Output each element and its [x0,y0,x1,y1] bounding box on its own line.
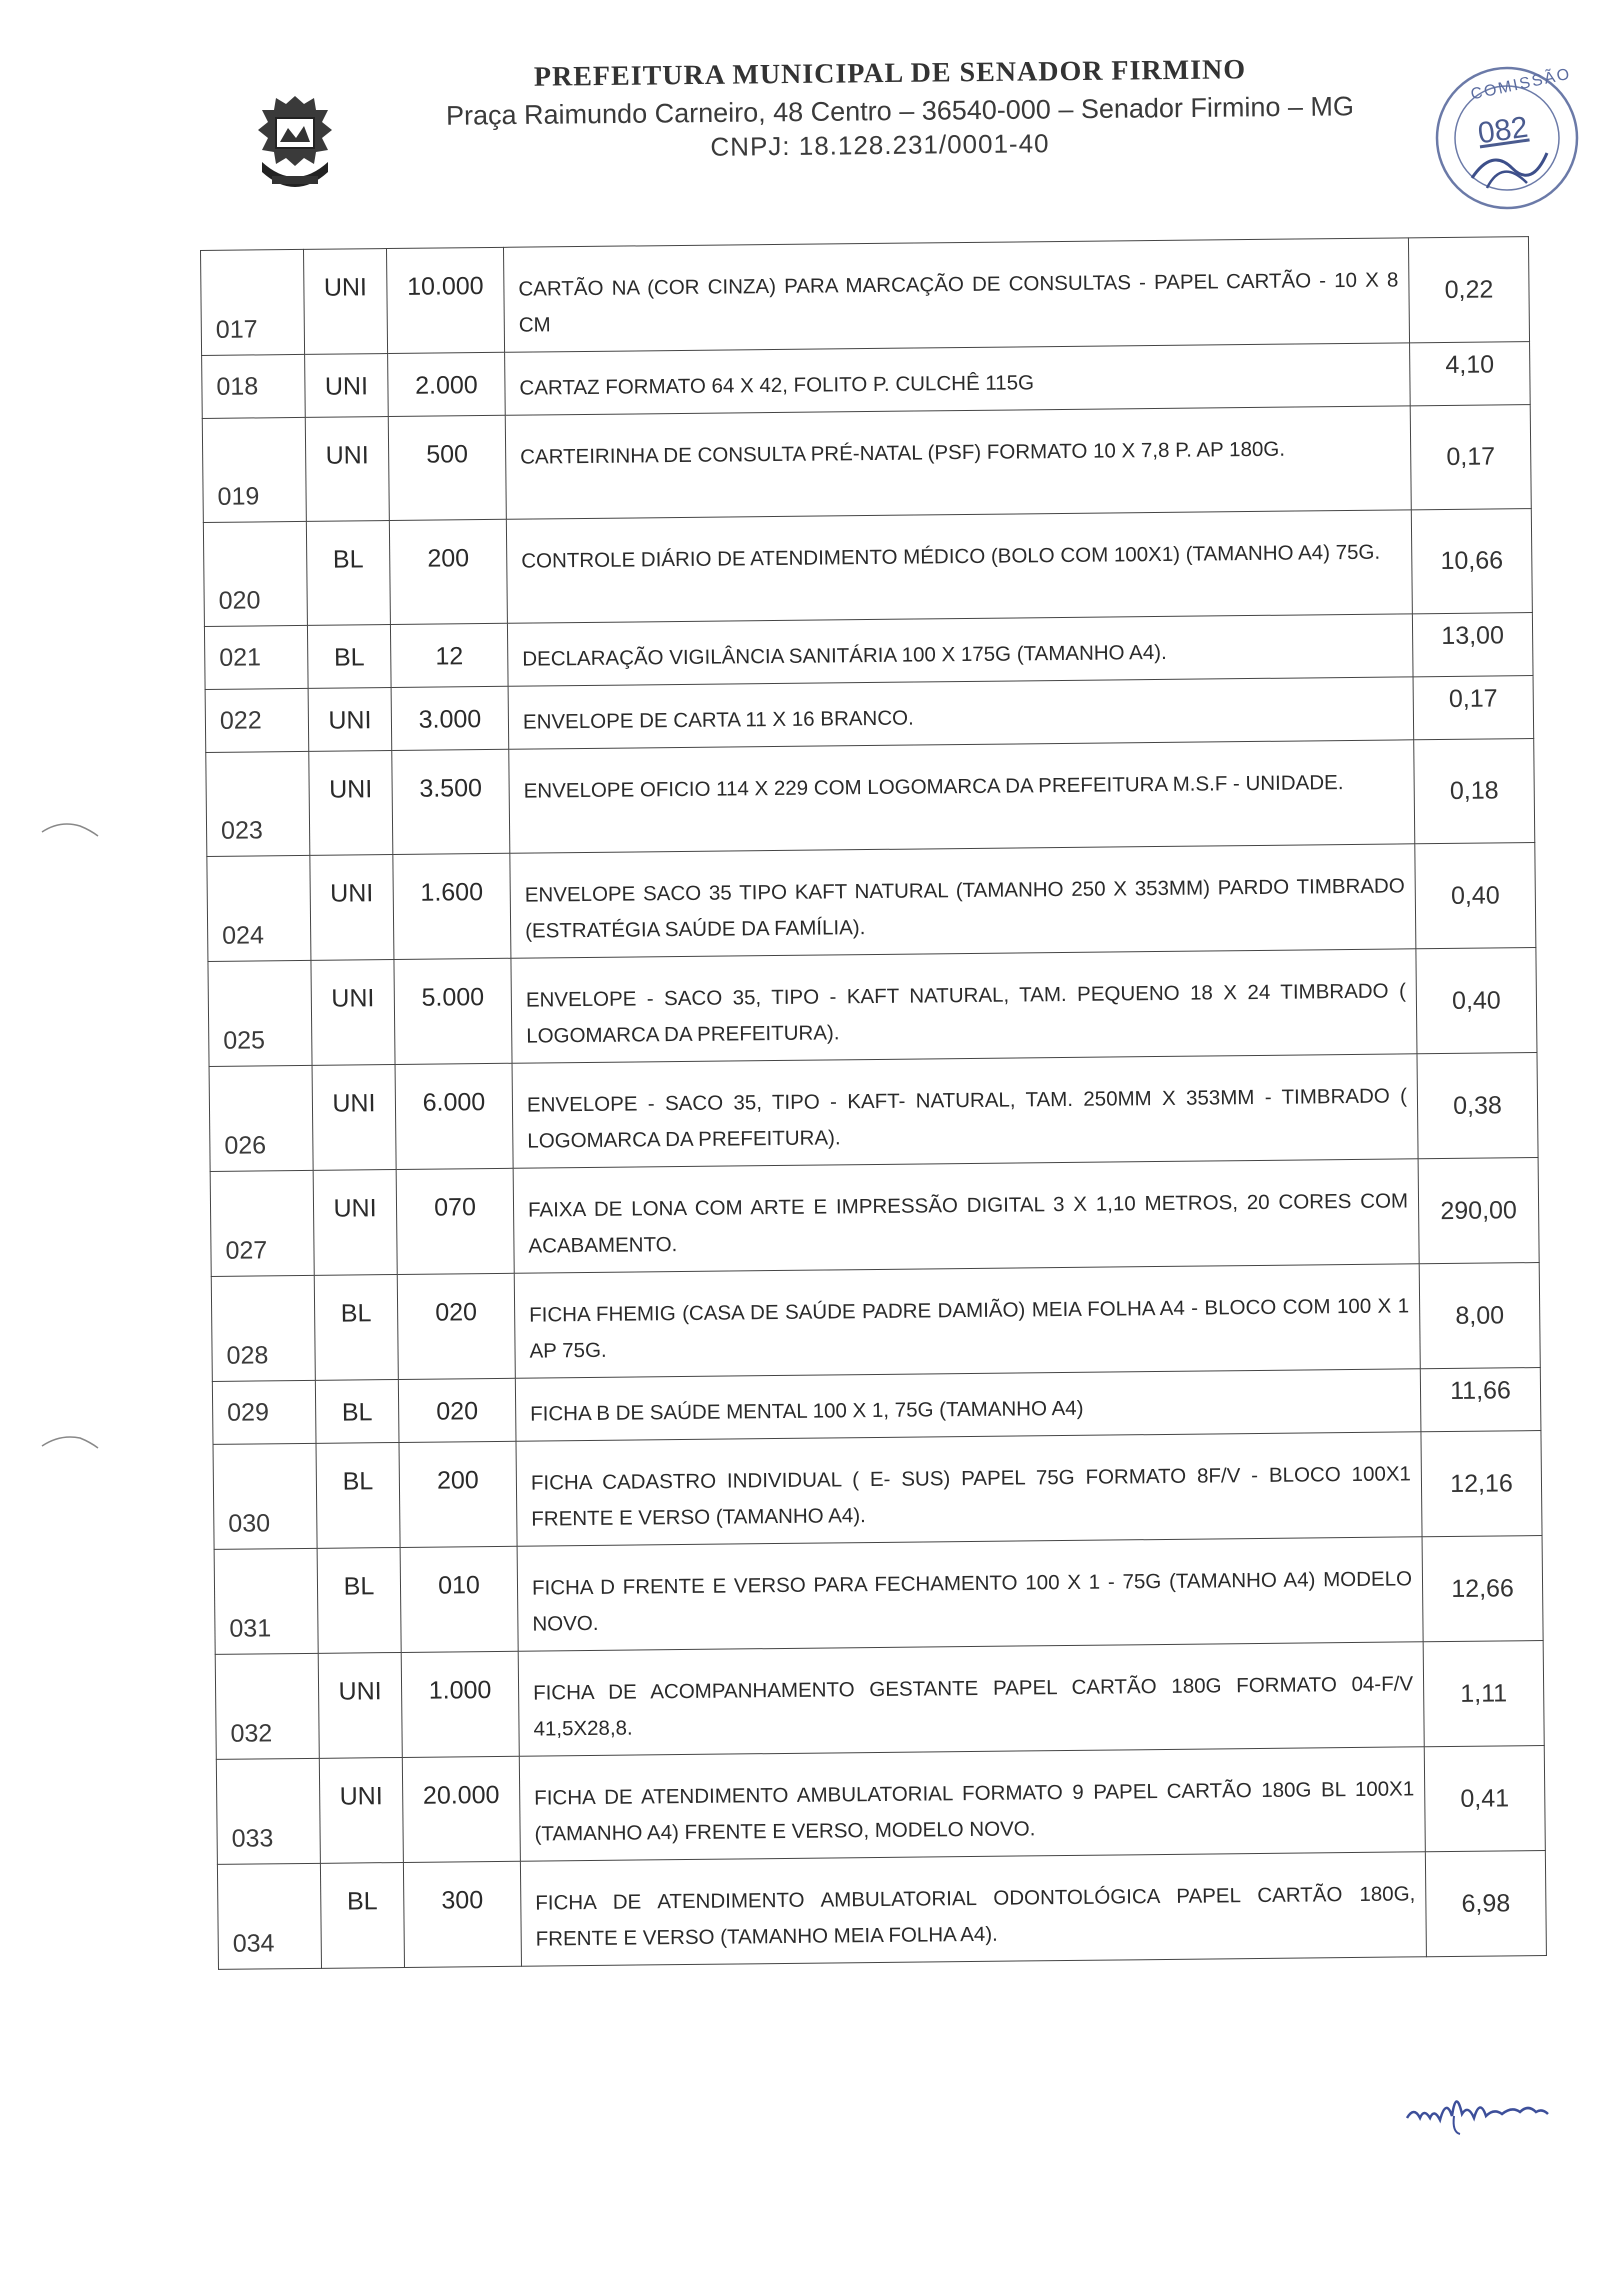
item-number: 022 [205,688,309,752]
item-unit-price: 13,00 [1412,613,1533,677]
item-unit-price: 0,38 [1417,1053,1538,1159]
item-number: 025 [208,960,312,1066]
item-description: FICHA B DE SAÚDE MENTAL 100 X 1, 75G (TAMANHO A4) [515,1369,1421,1441]
item-description: FICHA DE ACOMPANHAMENTO GESTANTE PAPEL CARTÃO 180G FORMATO 04-F/V 41,5X28,8. [518,1642,1424,1756]
item-number: 027 [210,1170,314,1276]
municipal-crest-icon [252,92,338,202]
item-unit: UNI [319,1757,403,1863]
item-number: 019 [202,417,306,522]
item-unit-price: 11,66 [1420,1368,1541,1432]
institution-title: PREFEITURA MUNICIPAL DE SENADOR FIRMINO [533,54,1247,93]
item-unit: BL [316,1442,400,1548]
items-table [200,236,1547,1970]
item-quantity: 1.000 [401,1651,519,1757]
item-unit-price: 8,00 [1419,1263,1540,1369]
item-quantity: 300 [403,1861,521,1967]
item-description: FAIXA DE LONA COM ARTE E IMPRESSÃO DIGITAL 3 X 1,10 METROS, 20 CORES COM ACABAMENTO. [513,1159,1419,1273]
item-number: 020 [203,521,307,626]
item-unit-price: 0,22 [1408,237,1529,343]
table-row [207,843,1536,962]
item-quantity: 010 [400,1546,518,1652]
item-unit: BL [320,1862,404,1968]
table-row [215,1641,1544,1760]
item-quantity: 20.000 [402,1756,520,1862]
table-row [210,1158,1539,1277]
item-unit-price: 10,66 [1411,509,1532,614]
item-quantity: 020 [398,1378,516,1442]
item-description: ENVELOPE SACO 35 TIPO KAFT NATURAL (TAMANHO 250 X 353MM) PARDO TIMBRADO (ESTRATÉGIA SAÚDE DA FAMÍLIA). [510,844,1416,958]
item-unit-price: 0,40 [1416,948,1537,1054]
item-number: 032 [215,1653,319,1759]
item-number: 018 [202,354,306,418]
item-number: 033 [216,1758,320,1864]
items-table-wrapper [200,237,1518,1970]
item-description: ENVELOPE - SACO 35, TIPO - KAFT NATURAL, TAM. PEQUENO 18 X 24 TIMBRADO ( LOGOMARCA DA PREFEITURA). [511,949,1417,1063]
item-unit-price: 12,16 [1421,1431,1542,1537]
item-description: CARTAZ FORMATO 64 X 42, FOLITO P. CULCHÊ 115G [505,343,1411,415]
item-number: 024 [207,855,311,961]
item-unit: UNI [310,855,394,961]
table-row [214,1536,1543,1655]
item-description: ENVELOPE - SACO 35, TIPO - KAFT- NATURAL, TAM. 250MM X 353MM - TIMBRADO ( LOGOMARCA DA PREFEITURA). [512,1054,1418,1168]
item-unit: UNI [309,751,393,856]
stamp-label: COMISSÃO [1469,65,1573,104]
table-row [209,1053,1538,1172]
item-description: FICHA CADASTRO INDIVIDUAL ( E- SUS) PAPEL 75G FORMATO 8F/V - BLOCO 100X1 FRENTE E VERSO (TAMANHO A4). [516,1432,1422,1546]
item-unit: UNI [308,688,392,752]
margin-mark-icon [40,1430,100,1450]
item-unit: UNI [318,1652,402,1758]
item-quantity: 10.000 [386,247,504,353]
item-description: FICHA DE ATENDIMENTO AMBULATORIAL ODONTOLÓGICA PAPEL CARTÃO 180G, FRENTE E VERSO (TAMANHO MEIA FOLHA A4). [520,1852,1426,1966]
item-quantity: 070 [396,1168,514,1274]
table-row [211,1263,1540,1382]
item-quantity: 200 [389,519,507,624]
item-unit: UNI [311,960,395,1066]
item-unit-price: 0,18 [1414,739,1535,844]
item-unit: BL [317,1547,401,1653]
item-number: 029 [212,1380,316,1444]
item-unit: BL [314,1274,398,1380]
table-row [201,237,1530,356]
table-row [208,948,1537,1067]
item-unit: UNI [305,354,389,418]
item-number: 028 [211,1275,315,1381]
item-description: ENVELOPE OFICIO 114 X 229 COM LOGOMARCA DA PREFEITURA M.S.F - UNIDADE. [509,740,1415,853]
item-unit: UNI [312,1065,396,1171]
item-quantity: 3.500 [392,749,510,854]
item-quantity: 500 [388,415,506,520]
item-quantity: 020 [397,1273,515,1379]
item-number: 023 [206,751,310,856]
item-description: FICHA FHEMIG (CASA DE SAÚDE PADRE DAMIÃO) MEIA FOLHA A4 - BLOCO COM 100 X 1 AP 75G. [514,1264,1420,1378]
item-number: 034 [217,1863,321,1969]
item-unit-price: 0,17 [1413,676,1534,740]
item-quantity: 200 [399,1441,517,1547]
signature-icon [1402,2078,1552,2138]
item-unit-price: 0,41 [1424,1746,1545,1852]
item-description: FICHA DE ATENDIMENTO AMBULATORIAL FORMATO 9 PAPEL CARTÃO 180G BL 100X1 (TAMANHO A4) FRENTE E VERSO, MODELO NOVO. [519,1747,1425,1861]
table-row [217,1850,1546,1969]
table-row [216,1746,1545,1865]
table-row [202,405,1531,523]
item-description: DECLARAÇÃO VIGILÂNCIA SANITÁRIA 100 X 175G (TAMANHO A4). [507,614,1413,686]
item-quantity: 1.600 [393,853,511,959]
item-description: CARTEIRINHA DE CONSULTA PRÉ-NATAL (PSF) FORMATO 10 X 7,8 P. AP 180G. [505,406,1411,519]
item-quantity: 2.000 [388,352,506,416]
table-row [206,739,1535,857]
item-unit-price: 0,40 [1415,843,1536,949]
item-description: ENVELOPE DE CARTA 11 X 16 BRANCO. [508,677,1414,749]
table-row [203,509,1532,627]
item-number: 017 [201,249,305,355]
item-unit-price: 12,66 [1422,1536,1543,1642]
item-unit: BL [315,1379,399,1443]
item-description: CARTÃO NA (COR CINZA) PARA MARCAÇÃO DE CONSULTAS - PAPEL CARTÃO - 10 X 8 CM [503,238,1409,352]
item-unit-price: 0,17 [1410,405,1531,510]
letterhead [0,0,1600,260]
item-description: CONTROLE DIÁRIO DE ATENDIMENTO MÉDICO (BOLO COM 100X1) (TAMANHO A4) 75G. [506,510,1412,623]
item-unit-price: 290,00 [1418,1158,1539,1264]
item-unit: BL [307,625,391,689]
table-row [213,1431,1542,1550]
item-unit-price: 4,10 [1410,342,1531,406]
item-number: 030 [213,1443,317,1549]
item-quantity: 12 [390,623,508,687]
item-unit: UNI [305,417,389,522]
item-unit-price: 1,11 [1423,1641,1544,1747]
item-number: 026 [209,1065,313,1171]
item-number: 021 [204,625,308,689]
item-quantity: 3.000 [391,686,509,750]
item-quantity: 5.000 [394,958,512,1064]
item-quantity: 6.000 [395,1063,513,1169]
item-unit: BL [306,521,390,626]
item-unit-price: 6,98 [1425,1850,1546,1956]
stamp-number: 082 [1475,110,1531,151]
institution-address: Praça Raimundo Carneiro, 48 Centro – 36540-000 – Senador Firmino – MG [445,91,1355,131]
institution-cnpj: CNPJ: 18.128.231/0001-40 [710,128,1050,162]
item-description: FICHA D FRENTE E VERSO PARA FECHAMENTO 100 X 1 - 75G (TAMANHO A4) MODELO NOVO. [517,1537,1423,1651]
item-unit: UNI [313,1169,397,1275]
item-number: 031 [214,1548,318,1654]
margin-mark-icon [40,818,100,838]
item-unit: UNI [303,249,387,355]
